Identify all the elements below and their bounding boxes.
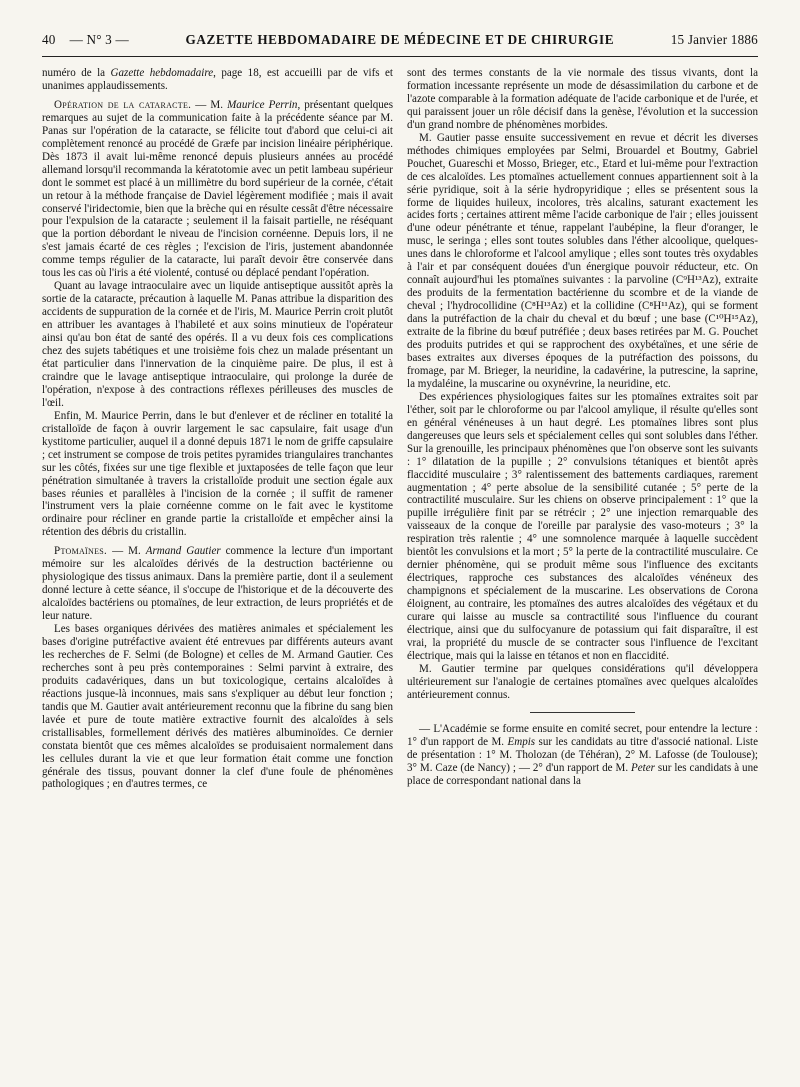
experiments-paragraph: Des expériences physiologiques faites sur les ptomaïnes extraites soit par l'éther, soit par le chloroforme ou par l'alcool amylique, il résulte qu'elles sont en général vénéneuses à un haut degré. Les ptomaïnes libres sont plus dangereuses que leurs sels et spécialement celles qui sont solubles dans l'éther. Sur la grenouille, les principaux phénomènes que l'on observe sont les suivants : 1° dilatation de la pupille ; 2° convulsions tétaniques et bientôt après flaccidité musculaire ; 3° ralentissement des battements cardiaques, rarement augmentation ; 4° perte absolue de la sensibilité cutanée ; 5° perte de la contractilité musculaire. Sur les chiens on observe principalement : 1° que la pupille irrégulière finit par se rétrécir ; 2° une injection remarquable des vaisseaux de la conque de l'oreille par paralysie des vaso-moteurs ; 3° la respiration très ralentie ; 4° une somnolence marquée à laquelle succèdent bientôt les convulsions et la mort ; 5° la perte de la contractilité musculaire. Ce dernier phénomène, qui se produit même sous l'influence des excitants électriques, rapproche ces substances des alcaloïdes vénéneux des champignons et spécialement de la muscarine. Les observations de Corona éloignent, au contraire, les ptomaïnes des autres alcaloïdes des végétaux et du curare qui laisse au muscle sa contractilité sous l'influence du courant électrique, ainsi que du sulfocyanure de potassium qui fait disparaître, il est vrai, la propriété du muscle de se contracter sous l'influence de l'excitant électrique, mais qui la laisse en tétanos et non en flaccidité. [407, 390, 758, 662]
bases-paragraph: Les bases organiques dérivées des matières animales et spécialement les bases d'origine putréfactive avaient été entrevues par différents auteurs avant les recherches de F. Selmi (de Bologne) et celles de M. Armand Gautier. Ces recherches sont à peu près contemporaines : Selmi parvint à extraire, des produits cadavériques, dans un but toxicologique, certains alcaloïdes à réactions jusque-là inconnues, mais sans s'expliquer au début leur fonction ; tandis que M. Gautier avait antérieurement reconnu que la fibrine du sang bien lavée et pure de toute matière extractive fournit des alcaloïdes à sels cristallisables, formellement dérivés des matières albuminoïdes. Ce dernier constata bientôt que ces mêmes alcaloïdes se produisaient normalement dans les cellules durant la vie et que leur formation était comme une fonction générale des tissus, pouvant donner la clef d'une foule de phénomènes pathologiques ; en d'autres termes, ce [42, 623, 393, 791]
conclusion-paragraph: M. Gautier termine par quelques considérations qu'il développera ultérieurement sur l'analogie de certaines ptomaïnes avec quelques alcaloïdes antérieurement connus. [407, 662, 758, 701]
author-name: Armand Gautier [145, 545, 221, 558]
continuation-paragraph: sont des termes constants de la vie normale des tissus vivants, dont la formation incessante représente un mode de désassimilation du carbone et de l'azote comparable à la formation adéquate de l'acide carbonique et de l'urée, et qui paraissent jouer un rôle décisif dans la genèse, l'évolution et la succession d'un grand nombre de phénomènes morbides. [407, 67, 758, 131]
journal-name: Gazette hebdomadaire [110, 67, 214, 79]
right-column [407, 67, 758, 791]
page-header [42, 32, 758, 48]
rapporteur-name: Empis [507, 735, 536, 748]
cataract-section: Opération de la cataracte. — M. Maurice Perrin, présentant quelques remarques au sujet de la communication faite à la précédente séance par M. Panas sur l'opération de la cataracte, se félicite tout d'abord que celui-ci ait complètement renoncé au procédé de Græfe par incision linéaire périphérique. Dès 1873 il avait lui-même renoncé depuis plusieurs années au procédé allemand lorsqu'il recommanda la kératotomie avec un petit lambeau supérieur dont le sommet est placé à un millimètre du bord supérieur de la cornée, c'était un retour à la méthode française de Daviel légèrement modifiée ; mais il avait conservé l'iridectomie, bien que la brèche qui en résulte cessât d'être nécessaire pour l'expulsion de la cataracte ; seulement il la faisait partielle, ne réséquant que la portion débordant le niveau de l'incision cornéenne. Depuis lors, il ne s'est jamais écarté de ces règles ; l'excision de l'iris, justement abandonnée comme temps régulier de la cataracte, lui paraît devoir être conservée dans tous les cas où l'iris a été violenté, contusé ou déplacé pendant l'opération. [42, 98, 394, 280]
text-columns [42, 67, 758, 791]
journal-title: GAZETTE HEBDOMADAIRE DE MÉDECINE ET DE CHIRURGIE [185, 32, 615, 47]
issue-date: 15 Janvier 1886 [670, 32, 758, 47]
methods-paragraph: M. Gautier passe ensuite successivement en revue et décrit les diverses méthodes chimiques employées par Selmi, Brouardel et Boutmy, Gabriel Pouchet, Guareschi et Mosso, Brieger, etc., Etard et lui-même pour l'extraction de ces alcaloïdes. Les ptomaïnes actuellement connues appartiennent soit à la série pyridique, soit à la série hydropyridique ; elles se présentent sous la forme de liquides huileux, incolores, très alcalins, saturant exactement les acides forts ; certaines attirent même l'acide carbonique de l'air ; elles jouissent d'une odeur pénétrante et ténue, rappelant l'aubépine, la fleur d'oranger, le musc, le seringa ; elles sont toutes solubles dans l'éther alcoolique, quelques-unes dans le chloroforme et l'alcool amylique ; elles sont toutes très oxydables à l'air et par conséquent douées d'un énergique pouvoir réducteur, etc. On connaît aujourd'hui les ptomaïnes suivantes : la parvoline (C⁹H¹³Az), extraite des produits de la fermentation bactérienne du scombre et de la viande de cheval ; l'hydrocollidine (C⁸H¹³Az) et la collidine (C⁸H¹¹Az), qui se forment dans la putréfaction de la chair du cheval et du bœuf ; une base (C¹⁰H¹⁵Az), extraite de la fibrine du bœuf putréfiée ; deux bases retirées par M. G. Pouchet des produits putrides et qui se rapprochent des oxybétaïnes, et une série de bases extraites aux diverses époques de la putréfaction des poissons, du fromage, par M. Brieger, la neuridine, la cadavérine, la putrescine, la saprine, la mydaléine, la muscarine ou oxynévrine, la neuridine, etc. [407, 131, 758, 390]
lavage-paragraph: Quant au lavage intraoculaire avec un liquide antiseptique aussitôt après la sortie de la cataracte, précaution à laquelle M. Panas attribue la disparition des accidents de suppuration de la cornée et de l'iris, M. Maurice Perrin croit plutôt en attribuer les avantages à l'habileté et aux soins minutieux de l'opérateur ainsi qu'au bon état de santé des opérés. Il a vu deux fois ces complications chez des sujets tabétiques et une troisième fois chez un malade présentant un état particulier dans l'innervation de la cinquième paire. De plus, il est à craindre que le lavage antiseptique intraoculaire, qui prolonge la durée de l'opération, n'expose à des contractions réflexes périlleuses des muscles de l'œil. [42, 280, 393, 409]
page-number: 40 [42, 32, 56, 47]
academie-paragraph: — L'Académie se forme ensuite en comité secret, pour entendre la lecture : 1° d'un rapport de M. Empis sur les candidats au titre d'associé national. Liste de présentation : 1° M. Tholozan (de Téhéran), 2° M. Lafosse (de Toulouse); 3° M. Caze (de Nancy) ; — 2° d'un rapport de M. Peter sur les candidats à une place de correspondant national dans la [407, 722, 758, 787]
header-rule [42, 56, 758, 57]
issue-number: — N° 3 — [69, 32, 129, 47]
header-left [42, 32, 129, 48]
rapporteur-name: Peter [631, 761, 655, 774]
capsule-paragraph: Enfin, M. Maurice Perrin, dans le but d'enlever et de récliner en totalité la cristalloïde de façon à ouvrir largement le sac capsulaire, fait usage d'un kystitome particulier, auquel il a donné depuis 1871 le nom de griffe capsulaire ; cet instrument se compose de trois petites pyramides triangulaires tranchantes sur les côtés, fixées sur une tige flexible et juxtaposées de telle façon que leur pénétration simultanée à travers la cristalloïde produit une section égale aux bases réunies et parallèles à l'incision de la cornée ; il suffit de ramener l'instrument vers la plaie cornéenne comme on le fait avec le kystitome ordinaire pour récliner en grande partie la cristalloïde et empêcher ainsi la rétention des débris du cristallin. [42, 409, 393, 539]
left-column [42, 67, 393, 791]
continuation-paragraph: numéro de la Gazette hebdomadaire, page 18, est accueilli par de vifs et unanimes applaudissements. [42, 67, 393, 92]
ptomaines-section: Ptomaïnes. — M. Armand Gautier commence la lecture d'un important mémoire sur les alcaloïdes dérivés de la destruction bactérienne ou physiologique des tissus animaux. Dans la première partie, dont il a seulement donné lecture à cette séance, il s'occupe de l'historique et de la découverte des alcaloïdes bactériens ou ptomaïnes, de leur extraction, de leurs propriétés et de leur nature. [42, 545, 393, 623]
cataract-heading: Opération de la cataracte. [54, 98, 192, 111]
ptomaines-heading: Ptomaïnes. [54, 545, 108, 558]
author-name: Maurice Perrin [227, 98, 298, 111]
section-separator [530, 712, 635, 713]
